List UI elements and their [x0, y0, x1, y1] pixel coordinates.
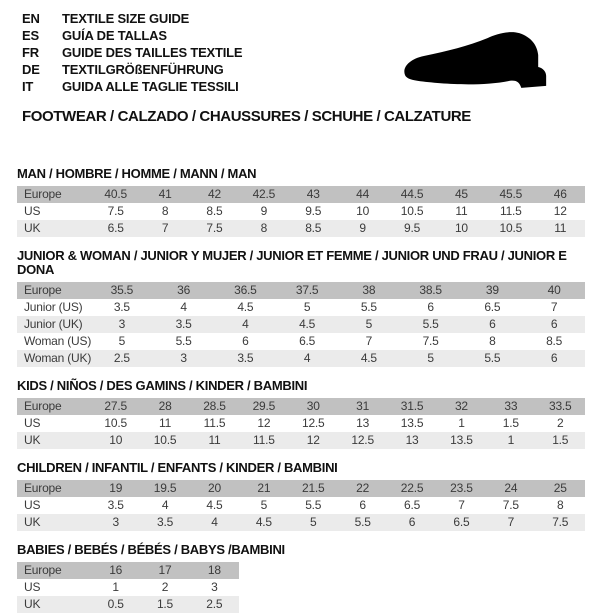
size-cell: 17: [158, 563, 172, 577]
size-cell: 4.5: [206, 498, 223, 512]
size-cell: 44.5: [400, 187, 424, 201]
size-cell: 7.5: [552, 515, 569, 529]
size-cell: 3: [112, 515, 119, 529]
size-cell: 45.5: [499, 187, 523, 201]
size-cell: 3: [180, 351, 187, 365]
size-cell: 4: [161, 498, 169, 512]
category-heading: FOOTWEAR / CALZADO / CHAUSSURES / SCHUHE / CALZATURE: [22, 108, 471, 125]
size-cell: 39: [485, 283, 499, 297]
size-table-section: [17, 167, 585, 237]
table-row: [17, 299, 585, 316]
size-cell: 13.5: [400, 416, 424, 430]
size-table: [17, 186, 585, 237]
size-cell: 32: [454, 399, 468, 413]
row-label: Europe: [24, 283, 62, 297]
size-cell: 9: [359, 221, 366, 235]
table-header-row: [17, 186, 585, 203]
size-cell: 1.5: [552, 433, 569, 447]
table-title: BABIES / BEBÉS / BÉBÉS / BABYS /BAMBINI: [17, 542, 285, 557]
size-cell: 6: [489, 317, 496, 331]
size-cell: 5.5: [422, 317, 439, 331]
size-cell: 5.5: [354, 515, 371, 529]
size-cell: 8: [260, 221, 268, 235]
size-cell: 2: [557, 416, 564, 430]
size-cell: 18: [207, 563, 221, 577]
guide-title: GUÍA DE TALLAS: [62, 28, 167, 43]
size-cell: 36: [177, 283, 191, 297]
size-cell: 27.5: [104, 399, 127, 413]
row-label: US: [24, 416, 41, 430]
size-cell: 12.5: [301, 416, 325, 430]
table-row: [17, 432, 585, 449]
size-cell: 4: [303, 351, 311, 365]
size-cell: 29.5: [252, 399, 276, 413]
size-cell: 13.5: [450, 433, 473, 447]
size-cell: 21: [257, 481, 271, 495]
size-cell: 7.5: [107, 204, 124, 218]
size-table: [17, 562, 239, 613]
size-cell: 4.5: [255, 515, 272, 529]
size-cell: 3: [118, 317, 126, 331]
size-cell: 28: [158, 399, 172, 413]
size-cell: 12.5: [351, 433, 374, 447]
size-cell: 0.5: [107, 597, 124, 611]
row-label: Woman (US): [24, 334, 92, 348]
size-table: [17, 480, 585, 531]
size-cell: 30: [306, 399, 320, 413]
size-cell: 8: [557, 498, 564, 512]
guide-title: GUIDE DES TAILLES TEXTILE: [62, 45, 243, 60]
size-table: [17, 282, 585, 367]
size-cell: 44: [356, 187, 370, 201]
size-cell: 38.5: [419, 283, 442, 297]
table-title: CHILDREN / INFANTIL / ENFANTS / KINDER / BAMBINI: [17, 460, 338, 475]
table-row: [17, 497, 585, 514]
size-cell: 11: [159, 416, 172, 430]
size-cell: 7: [550, 300, 558, 314]
dress-shoe-silhouette: [404, 32, 546, 88]
row-label: US: [24, 580, 41, 594]
size-cell: 13: [405, 433, 419, 447]
size-cell: 4.5: [237, 300, 254, 314]
size-cell: 5.5: [484, 351, 501, 365]
size-cell: 1: [458, 416, 465, 430]
guide-title: TEXTILE SIZE GUIDE: [62, 11, 190, 26]
size-cell: 6.5: [453, 515, 470, 529]
size-cell: 4.5: [299, 317, 316, 331]
size-cell: 37.5: [295, 283, 319, 297]
size-cell: 11: [554, 221, 567, 235]
size-cell: 6.5: [299, 334, 316, 348]
size-cell: 45: [454, 187, 468, 201]
row-label: UK: [24, 433, 41, 447]
size-cell: 3.5: [175, 317, 192, 331]
size-cell: 7: [161, 221, 169, 235]
size-cell: 25: [553, 481, 567, 495]
size-cell: 11.5: [499, 204, 522, 218]
size-cell: 11: [455, 204, 468, 218]
size-cell: 19.5: [153, 481, 177, 495]
language-code: EN: [22, 11, 40, 26]
size-cell: 9.5: [305, 204, 322, 218]
size-cell: 28.5: [203, 399, 226, 413]
table-header-row: [17, 398, 585, 415]
size-cell: 42: [208, 187, 221, 201]
size-cell: 1.5: [156, 597, 174, 611]
row-label: UK: [24, 221, 41, 235]
size-cell: 5: [260, 498, 268, 512]
size-cell: 3.5: [157, 515, 174, 529]
size-cell: 22.5: [400, 481, 424, 495]
row-label: US: [24, 204, 41, 218]
table-row: [17, 333, 585, 350]
size-cell: 6: [427, 300, 434, 314]
size-cell: 8: [489, 334, 496, 348]
size-cell: 43: [306, 187, 320, 201]
language-code: IT: [22, 79, 34, 94]
size-tables: [17, 167, 585, 613]
size-cell: 23.5: [450, 481, 473, 495]
size-cell: 1: [507, 433, 515, 447]
size-cell: 31: [356, 399, 370, 413]
row-label: US: [24, 498, 41, 512]
size-cell: 6.5: [403, 498, 421, 512]
table-row: [17, 350, 585, 367]
size-cell: 31.5: [400, 399, 424, 413]
size-cell: 2.5: [206, 597, 223, 611]
size-cell: 40: [547, 283, 561, 297]
size-cell: 1: [112, 580, 119, 594]
table-row: [17, 316, 585, 333]
size-cell: 7.5: [206, 221, 223, 235]
size-table: [17, 398, 585, 449]
size-cell: 11.5: [253, 433, 275, 447]
size-cell: 4: [180, 300, 187, 314]
size-cell: 7: [365, 334, 373, 348]
size-cell: 33.5: [548, 399, 572, 413]
table-row: [17, 415, 585, 432]
size-cell: 12: [257, 416, 271, 430]
size-cell: 6: [550, 317, 558, 331]
size-cell: 10: [356, 204, 370, 218]
size-cell: 33: [504, 399, 518, 413]
language-code: DE: [22, 62, 40, 77]
size-cell: 10.5: [400, 204, 424, 218]
dress-shoe-icon: [398, 30, 572, 94]
guide-title: GUIDA ALLE TAGLIE TESSILI: [62, 79, 239, 94]
size-cell: 22: [356, 481, 370, 495]
size-cell: 6: [242, 334, 249, 348]
table-title: JUNIOR & WOMAN / JUNIOR Y MUJER / JUNIOR ET FEMME / JUNIOR UND FRAU / JUNIOR E DONA: [17, 248, 567, 277]
row-label: UK: [24, 597, 41, 611]
size-cell: 5.5: [305, 498, 322, 512]
size-cell: 24: [504, 481, 518, 495]
row-label: Woman (UK): [24, 351, 92, 365]
size-cell: 5: [118, 334, 126, 348]
row-label: Europe: [24, 187, 62, 201]
size-cell: 10.5: [153, 433, 177, 447]
size-cell: 10.5: [499, 221, 523, 235]
table-header-row: [17, 562, 239, 579]
row-label: Junior (UK): [24, 317, 83, 331]
size-cell: 46: [553, 187, 567, 201]
size-cell: 7.5: [422, 334, 439, 348]
table-header-row: [17, 480, 585, 497]
row-label: Junior (US): [24, 300, 83, 314]
size-cell: 3: [211, 580, 218, 594]
row-label: Europe: [24, 563, 62, 577]
size-cell: 5: [365, 317, 373, 331]
size-cell: 2.5: [113, 351, 130, 365]
size-cell: 7: [458, 498, 465, 512]
size-cell: 9.5: [403, 221, 421, 235]
table-row: [17, 579, 239, 596]
size-cell: 3.5: [237, 351, 254, 365]
size-cell: 7: [507, 515, 515, 529]
size-cell: 6: [359, 498, 366, 512]
size-cell: 5: [427, 351, 434, 365]
size-cell: 3.5: [113, 300, 130, 314]
size-table-section: [17, 461, 585, 531]
table-title: KIDS / NIÑOS / DES GAMINS / KINDER / BAMBINI: [17, 378, 308, 393]
size-cell: 8: [161, 204, 169, 218]
size-cell: 8.5: [305, 221, 322, 235]
table-header-row: [17, 282, 585, 299]
row-label: Europe: [24, 399, 62, 413]
size-cell: 5.5: [175, 334, 192, 348]
size-cell: 42.5: [252, 187, 276, 201]
size-cell: 4: [242, 317, 249, 331]
size-cell: 8.5: [206, 204, 223, 218]
size-table-section: [17, 543, 585, 613]
size-cell: 21.5: [301, 481, 325, 495]
size-cell: 10: [109, 433, 123, 447]
size-cell: 1.5: [502, 416, 519, 430]
size-cell: 6: [550, 351, 558, 365]
size-cell: 6.5: [107, 221, 124, 235]
size-table-section: [17, 379, 585, 449]
size-cell: 2: [161, 580, 169, 594]
guide-title: TEXTILGRÖßENFÜHRUNG: [62, 62, 224, 77]
size-cell: 5: [303, 300, 311, 314]
language-row: [22, 10, 585, 27]
language-code: ES: [22, 28, 39, 43]
row-label: Europe: [24, 481, 62, 495]
size-cell: 4: [211, 515, 218, 529]
size-cell: 6: [408, 515, 416, 529]
size-cell: 9: [260, 204, 268, 218]
language-code: FR: [22, 45, 39, 60]
table-row: [17, 220, 585, 237]
size-cell: 11.5: [203, 416, 226, 430]
size-cell: 4.5: [360, 351, 377, 365]
size-cell: 12: [553, 204, 567, 218]
size-cell: 20: [208, 481, 221, 495]
size-cell: 5.5: [360, 300, 377, 314]
size-cell: 10: [454, 221, 468, 235]
size-cell: 19: [109, 481, 123, 495]
row-label: UK: [24, 515, 41, 529]
size-cell: 11: [208, 433, 221, 447]
table-row: [17, 596, 239, 613]
size-cell: 13: [356, 416, 370, 430]
size-cell: 6.5: [484, 300, 501, 314]
size-table-section: [17, 249, 585, 367]
size-cell: 41: [158, 187, 172, 201]
table-title: MAN / HOMBRE / HOMME / MANN / MAN: [17, 166, 257, 181]
size-cell: 10.5: [104, 416, 127, 430]
size-cell: 38: [362, 283, 376, 297]
table-row: [17, 203, 585, 220]
size-cell: 7.5: [502, 498, 519, 512]
size-cell: 5: [310, 515, 317, 529]
size-cell: 40.5: [104, 187, 127, 201]
size-cell: 12: [306, 433, 320, 447]
table-row: [17, 514, 585, 531]
size-cell: 16: [109, 563, 123, 577]
size-cell: 3.5: [107, 498, 124, 512]
size-cell: 35.5: [110, 283, 134, 297]
size-cell: 8.5: [546, 334, 563, 348]
size-cell: 36.5: [234, 283, 257, 297]
